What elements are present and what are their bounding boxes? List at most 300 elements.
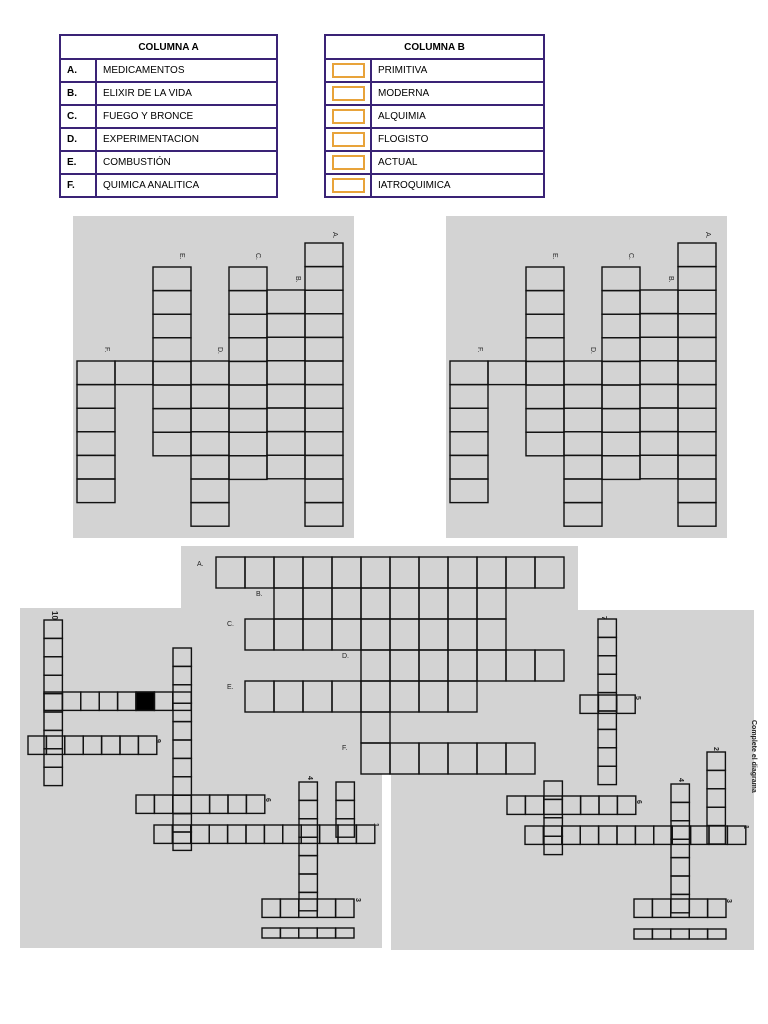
table-row: MODERNA [325,82,544,105]
grid-cell[interactable] [229,267,267,291]
grid-cell[interactable] [361,588,390,619]
grid-cell[interactable] [299,874,317,892]
grid-cell[interactable] [267,361,305,385]
table-row: F. QUIMICA ANALITICA [60,174,277,197]
table-row: D. EXPERIMENTACION [60,128,277,151]
grid-cell[interactable] [689,929,707,939]
grid-cell[interactable] [229,361,267,385]
grid-cell[interactable] [154,692,172,710]
grid-cell[interactable] [602,338,640,362]
grid-cell[interactable] [526,338,564,362]
grid-cell[interactable] [173,703,191,721]
grid-cell[interactable] [448,681,477,712]
grid-cell[interactable] [678,432,716,456]
grid-cell[interactable] [336,782,354,800]
grid-cell[interactable] [477,557,506,588]
grid-cell[interactable] [274,681,303,712]
grid-cell[interactable] [634,899,652,917]
grid-cell[interactable] [299,782,317,800]
grid-cell[interactable] [581,796,599,814]
grid-cell[interactable] [525,796,543,814]
grid-cell[interactable] [44,638,62,656]
grid-cell[interactable] [634,929,652,939]
grid-cell[interactable] [580,826,598,844]
grid-cell[interactable] [299,928,317,938]
grid-cell[interactable] [77,408,115,432]
grid-cell[interactable] [305,432,343,456]
grid-cell[interactable] [390,588,419,619]
grid-cell[interactable] [303,588,332,619]
grid-cell[interactable] [191,825,209,843]
grid-cell[interactable] [77,385,115,409]
grid-cell[interactable] [390,743,419,774]
grid-cell[interactable] [707,807,725,825]
grid-cell[interactable] [305,385,343,409]
grid-cell[interactable] [320,825,338,843]
grid-cell[interactable] [361,712,390,743]
grid-cell[interactable] [526,409,564,433]
grid-cell[interactable] [598,748,616,766]
grid-cell[interactable] [173,758,191,776]
grid-cell[interactable] [671,876,689,894]
grid-cell[interactable] [44,694,62,712]
grid-cell[interactable] [280,899,298,917]
grid-cell[interactable] [191,408,229,432]
grid-cell[interactable] [654,826,672,844]
clue-number: 10 [50,611,59,620]
clue-number: 9 [154,739,161,743]
grid-label: F. [342,745,348,752]
grid-cell[interactable] [525,826,543,844]
grid-cell[interactable] [506,650,535,681]
grid-cell[interactable] [564,455,602,479]
clue-number: 2 [712,747,719,751]
grid-cell[interactable] [361,743,390,774]
grid-cell[interactable] [671,858,689,876]
grid-cell[interactable] [305,455,343,479]
grid-cell[interactable] [419,557,448,588]
grid-cell[interactable] [678,337,716,361]
grid-cell[interactable] [450,408,488,432]
grid-cell[interactable] [506,743,535,774]
grid-cell[interactable] [564,408,602,432]
grid-cell[interactable] [274,619,303,650]
grid-cell[interactable] [448,619,477,650]
grid-cell[interactable] [678,385,716,409]
grid-cell[interactable] [691,826,709,844]
grid-cell[interactable] [652,899,670,917]
grid-label: B. [256,591,263,598]
grid-cell[interactable] [77,455,115,479]
grid-cell[interactable] [526,385,564,409]
grid-cell[interactable] [544,836,562,854]
grid-cell[interactable] [267,314,305,338]
grid-cell[interactable] [689,899,707,917]
grid-cell[interactable] [678,479,716,503]
grid-label: C. [254,253,261,260]
grid-cell[interactable] [707,770,725,788]
grid-cell[interactable] [332,557,361,588]
grid-cell[interactable] [602,432,640,456]
grid-cell[interactable] [44,657,62,675]
grid-cell[interactable] [191,361,229,385]
grid-cell[interactable] [229,314,267,338]
grid-cell[interactable] [267,290,305,314]
grid-cell[interactable] [229,291,267,315]
grid-cell[interactable] [678,503,716,527]
grid-cell[interactable] [564,432,602,456]
grid-cell[interactable] [672,826,690,844]
grid-cell[interactable] [640,408,678,432]
grid-cell[interactable] [153,432,191,456]
grid-label: E. [227,684,234,691]
grid-cell[interactable] [299,800,317,818]
grid-cell[interactable] [450,432,488,456]
grid-cell[interactable] [229,456,267,480]
grid-cell[interactable] [65,736,83,754]
grid-cell[interactable] [77,432,115,456]
grid-cell[interactable] [172,825,190,843]
grid-cell[interactable] [602,456,640,480]
grid-cell[interactable] [390,681,419,712]
grid-cell[interactable] [210,795,228,813]
grid-cell[interactable] [419,681,448,712]
grid-cell[interactable] [390,557,419,588]
grid-cell[interactable] [477,743,506,774]
grid-cell[interactable] [640,314,678,338]
grid-cell[interactable] [303,557,332,588]
grid-cell[interactable] [602,385,640,409]
grid-cell[interactable] [526,291,564,315]
grid-cell[interactable] [599,796,617,814]
grid-cell[interactable] [115,361,153,385]
grid-cell[interactable] [535,650,564,681]
grid-cell[interactable] [173,648,191,666]
grid-cell[interactable] [678,455,716,479]
grid-cell[interactable] [361,681,390,712]
grid-cell[interactable] [448,743,477,774]
grid-cell[interactable] [671,821,689,839]
grid-cell[interactable] [535,557,564,588]
grid-cell[interactable] [83,736,101,754]
grid-cell[interactable] [678,267,716,291]
grid-label: F. [476,347,483,353]
grid-cell[interactable] [173,740,191,758]
grid-cell[interactable] [191,479,229,503]
grid-cell[interactable] [191,795,209,813]
grid-cell[interactable] [477,619,506,650]
clue-number: 6 [635,800,642,804]
grid-cell[interactable] [305,408,343,432]
grid-cell[interactable] [640,361,678,385]
grid-cell[interactable] [44,620,62,638]
grid-cell[interactable] [44,675,62,693]
grid-cell[interactable] [450,385,488,409]
grid-cell[interactable] [598,619,616,637]
grid-cell[interactable] [44,767,62,785]
grid-cell[interactable] [153,409,191,433]
grid-cell[interactable] [598,766,616,784]
grid-cell[interactable] [602,291,640,315]
grid-cell[interactable] [602,267,640,291]
grid-cell[interactable] [338,825,356,843]
grid-cell[interactable] [280,928,298,938]
grid-cell[interactable] [229,432,267,456]
grid-cell[interactable] [305,243,343,267]
grid-cell[interactable] [102,736,120,754]
grid-cell[interactable] [191,503,229,527]
grid-cell[interactable] [652,929,670,939]
grid-cell[interactable] [267,384,305,408]
grid-cell[interactable] [707,826,725,844]
grid-cell[interactable] [640,290,678,314]
grid-cell[interactable] [356,825,374,843]
clue-number: 3 [354,898,361,902]
grid-cell[interactable] [299,899,317,917]
grid-cell[interactable] [450,361,488,385]
grid-cell[interactable] [209,825,227,843]
grid-cell[interactable] [678,243,716,267]
grid-cell[interactable] [640,384,678,408]
grid-cell[interactable] [216,557,245,588]
grid-cell[interactable] [229,385,267,409]
grid-cell[interactable] [640,337,678,361]
grid-cell[interactable] [526,432,564,456]
grid-cell[interactable] [598,729,616,747]
grid-cell[interactable] [136,795,154,813]
grid-cell[interactable] [617,796,635,814]
grid-label: D. [216,347,223,354]
grid-cell[interactable] [332,619,361,650]
grid-label: D. [589,347,596,354]
grid-cell[interactable] [526,361,564,385]
grid-cell[interactable] [678,290,716,314]
grid-cell[interactable] [671,839,689,857]
grid-cell[interactable] [153,338,191,362]
grid-cell[interactable] [267,455,305,479]
grid-cell[interactable] [246,795,264,813]
columna-a-header: COLUMNA A [60,35,277,59]
grid-cell[interactable] [617,695,635,713]
grid-cell[interactable] [305,267,343,291]
grid-cell[interactable] [477,588,506,619]
grid-cell[interactable] [317,899,335,917]
grid-cell[interactable] [602,314,640,338]
grid-cell[interactable] [640,432,678,456]
grid-cell[interactable] [305,314,343,338]
grid-cell[interactable] [477,650,506,681]
rotated-grid-left [77,243,343,526]
grid-cell[interactable] [173,832,191,850]
grid-cell[interactable] [305,337,343,361]
grid-cell[interactable] [173,692,191,710]
grid-cell[interactable] [44,712,62,730]
grid-cell[interactable] [526,314,564,338]
crossword-left [28,620,375,938]
grid-cell[interactable] [543,826,561,844]
grid-cell[interactable] [191,432,229,456]
grid-cell[interactable] [707,752,725,770]
grid-cell[interactable] [228,825,246,843]
clue-number: 4 [306,776,313,780]
grid-cell[interactable] [678,408,716,432]
grid-cell[interactable] [707,789,725,807]
table-row: FLOGISTO [325,128,544,151]
grid-cell[interactable] [336,819,354,837]
grid-cell[interactable] [598,656,616,674]
grid-cell[interactable] [708,929,726,939]
grid-cell[interactable] [153,314,191,338]
table-row: IATROQUIMICA [325,174,544,197]
grid-cell[interactable] [173,814,191,832]
grid-cell[interactable] [153,361,191,385]
grid-cell[interactable] [173,722,191,740]
grid-cell[interactable] [332,588,361,619]
grid-cell[interactable] [229,338,267,362]
grid-cell[interactable] [274,557,303,588]
grid-cell[interactable] [598,674,616,692]
grid-cell[interactable] [599,826,617,844]
grid-cell[interactable] [246,825,264,843]
crossword-right [507,619,746,939]
grid-cell[interactable] [450,479,488,503]
grid-cell[interactable] [671,784,689,802]
grid-cell[interactable] [450,455,488,479]
grid-cell[interactable] [709,826,727,844]
grid-cell[interactable] [44,692,62,710]
grid-cell[interactable] [507,796,525,814]
grid-cell[interactable] [229,409,267,433]
grid-cell[interactable] [564,479,602,503]
grid-cell[interactable] [419,619,448,650]
grid-cell[interactable] [262,928,280,938]
grid-cell[interactable] [191,385,229,409]
grid-cell[interactable] [602,409,640,433]
grid-cell[interactable] [448,557,477,588]
grid-cell[interactable] [245,557,274,588]
grid-cell[interactable] [332,681,361,712]
grid-cell[interactable] [191,455,229,479]
grid-cell[interactable] [640,455,678,479]
grid-cell[interactable] [617,826,635,844]
grid-cell[interactable] [671,802,689,820]
clue-number: 7 [600,616,607,620]
grid-cell[interactable] [299,892,317,910]
grid-cell[interactable] [317,928,335,938]
grid-label: B. [667,276,674,283]
grid-cell[interactable] [228,795,246,813]
grid-cell[interactable] [580,695,598,713]
grid-cell[interactable] [635,826,653,844]
grid-cell[interactable] [81,692,99,710]
grid-cell[interactable] [299,856,317,874]
grid-cell[interactable] [154,825,172,843]
grid-cell[interactable] [173,666,191,684]
side-text: Complete el diagrama [750,720,757,793]
grid-cell[interactable] [153,267,191,291]
grid-cell[interactable] [562,826,580,844]
grid-cell[interactable] [419,650,448,681]
grid-cell[interactable] [488,361,526,385]
grid-cell[interactable] [361,557,390,588]
grid-cell[interactable] [267,432,305,456]
grid-cell[interactable] [245,681,274,712]
table-row: A. MEDICAMENTOS [60,59,277,82]
grid-cell[interactable] [361,650,390,681]
grid-cell[interactable] [336,899,354,917]
grid-cell[interactable] [153,291,191,315]
grid-cell[interactable] [303,681,332,712]
grid-cell[interactable] [671,929,689,939]
grid-cell[interactable] [361,619,390,650]
grid-cell[interactable] [305,290,343,314]
grid-cell[interactable] [448,588,477,619]
grid-cell[interactable] [305,361,343,385]
grid-cell[interactable] [564,503,602,527]
grid-cell[interactable] [173,685,191,703]
grid-cell[interactable] [564,361,602,385]
grid-cell[interactable] [419,588,448,619]
grid-cell[interactable] [678,314,716,338]
grid-cell[interactable] [598,637,616,655]
grid-cell[interactable] [336,800,354,818]
grid-cell[interactable] [120,736,138,754]
grid-cell[interactable] [77,479,115,503]
grid-cell[interactable] [602,361,640,385]
grid-cell[interactable] [526,267,564,291]
grid-cell[interactable] [390,650,419,681]
grid-cell[interactable] [336,928,354,938]
grid-label: A. [704,232,711,239]
grid-cell[interactable] [562,796,580,814]
table-row: B. ELIXIR DE LA VIDA [60,82,277,105]
grid-cell[interactable] [708,899,726,917]
grid-cell[interactable] [173,795,191,813]
grid-cell[interactable] [267,408,305,432]
grid-cell[interactable] [262,899,280,917]
grid-cell[interactable] [678,361,716,385]
grid-cell[interactable] [245,619,274,650]
grid-cell[interactable] [448,650,477,681]
grid-cell[interactable] [99,692,117,710]
grid-cell[interactable] [153,385,191,409]
grid-label: E. [178,253,185,260]
grid-cell[interactable] [118,692,136,710]
grid-cell[interactable] [305,479,343,503]
grid-cell[interactable] [274,588,303,619]
grid-cell[interactable] [154,795,172,813]
grid-cell[interactable] [390,619,419,650]
grid-cell[interactable] [77,361,115,385]
grid-cell[interactable] [136,692,154,710]
grid-cell[interactable] [62,692,80,710]
grid-cell[interactable] [303,619,332,650]
grid-cell[interactable] [671,894,689,912]
grid-cell[interactable] [173,795,191,813]
grid-cell[interactable] [419,743,448,774]
grid-cell[interactable] [671,899,689,917]
grid-cell[interactable] [173,777,191,795]
rotated-grid-right [450,243,716,526]
grid-cell[interactable] [264,825,282,843]
grid-cell[interactable] [544,818,562,836]
clue-number: 6 [264,798,271,802]
grid-cell[interactable] [305,503,343,527]
grid-cell[interactable] [267,337,305,361]
table-row: E. COMBUSTIÓN [60,151,277,174]
grid-cell[interactable] [506,557,535,588]
grid-cell[interactable] [564,385,602,409]
